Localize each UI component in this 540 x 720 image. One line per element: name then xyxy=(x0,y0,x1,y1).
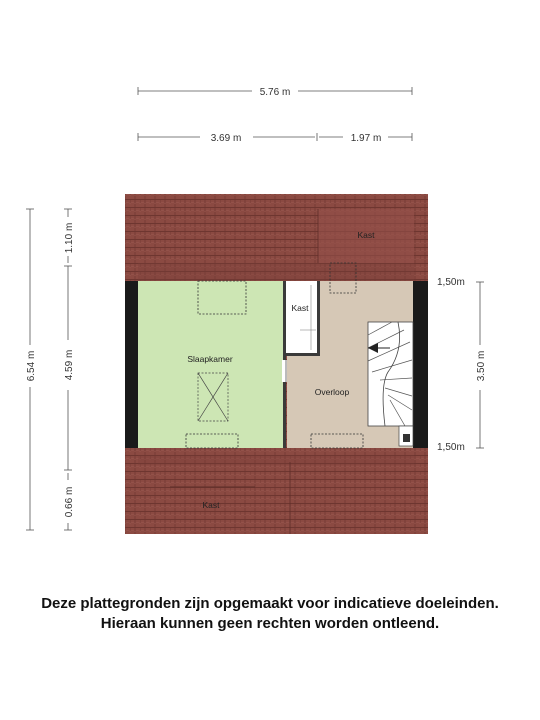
disclaimer-line-1: Deze plattegronden zijn opgemaakt voor indicatieve doeleinden. xyxy=(41,595,499,612)
dimension-bottom-roof xyxy=(64,473,75,530)
dimension-middle-height xyxy=(64,266,75,470)
bottom-roof-label: 0.66 m xyxy=(64,486,75,518)
slaapkamer-floor xyxy=(138,281,285,448)
wall-kast-side xyxy=(317,281,320,356)
overloop-label: Overloop xyxy=(314,387,350,397)
total-width-label: 5.76 m xyxy=(259,87,291,98)
dimension-right-width xyxy=(317,133,412,144)
wall-kast xyxy=(283,353,319,356)
left-width-label: 3.69 m xyxy=(210,133,242,144)
dimension-left-width xyxy=(138,133,315,144)
right-top-mark: 1,50m xyxy=(437,277,465,288)
kast-top-label: Kast xyxy=(357,230,375,240)
dimension-total-height xyxy=(26,209,37,530)
disclaimer-line-2: Hieraan kunnen geen rechten worden ontleend. xyxy=(100,615,440,632)
heater-icon xyxy=(403,434,410,442)
wall-left xyxy=(125,281,138,448)
wall-right xyxy=(413,281,428,448)
kast-middle-label: Kast xyxy=(291,303,309,313)
roof-band-bottom xyxy=(138,455,414,465)
right-height-label: 3.50 m xyxy=(476,350,487,382)
kast-bottom-label: Kast xyxy=(202,500,220,510)
dimension-top-roof xyxy=(64,209,75,263)
right-bottom-mark: 1,50m xyxy=(437,442,465,453)
top-roof-label: 1.10 m xyxy=(64,222,75,254)
kast-middle xyxy=(286,281,317,353)
roof-band-top xyxy=(138,263,414,281)
kast-top xyxy=(318,209,414,263)
dimension-total-width xyxy=(138,87,412,98)
middle-height-label: 4.59 m xyxy=(64,349,75,381)
dimension-right-height xyxy=(476,282,487,448)
total-height-label: 6.54 m xyxy=(26,350,37,382)
door xyxy=(282,360,287,382)
right-width-label: 1.97 m xyxy=(350,133,382,144)
slaapkamer-label: Slaapkamer xyxy=(187,354,233,364)
